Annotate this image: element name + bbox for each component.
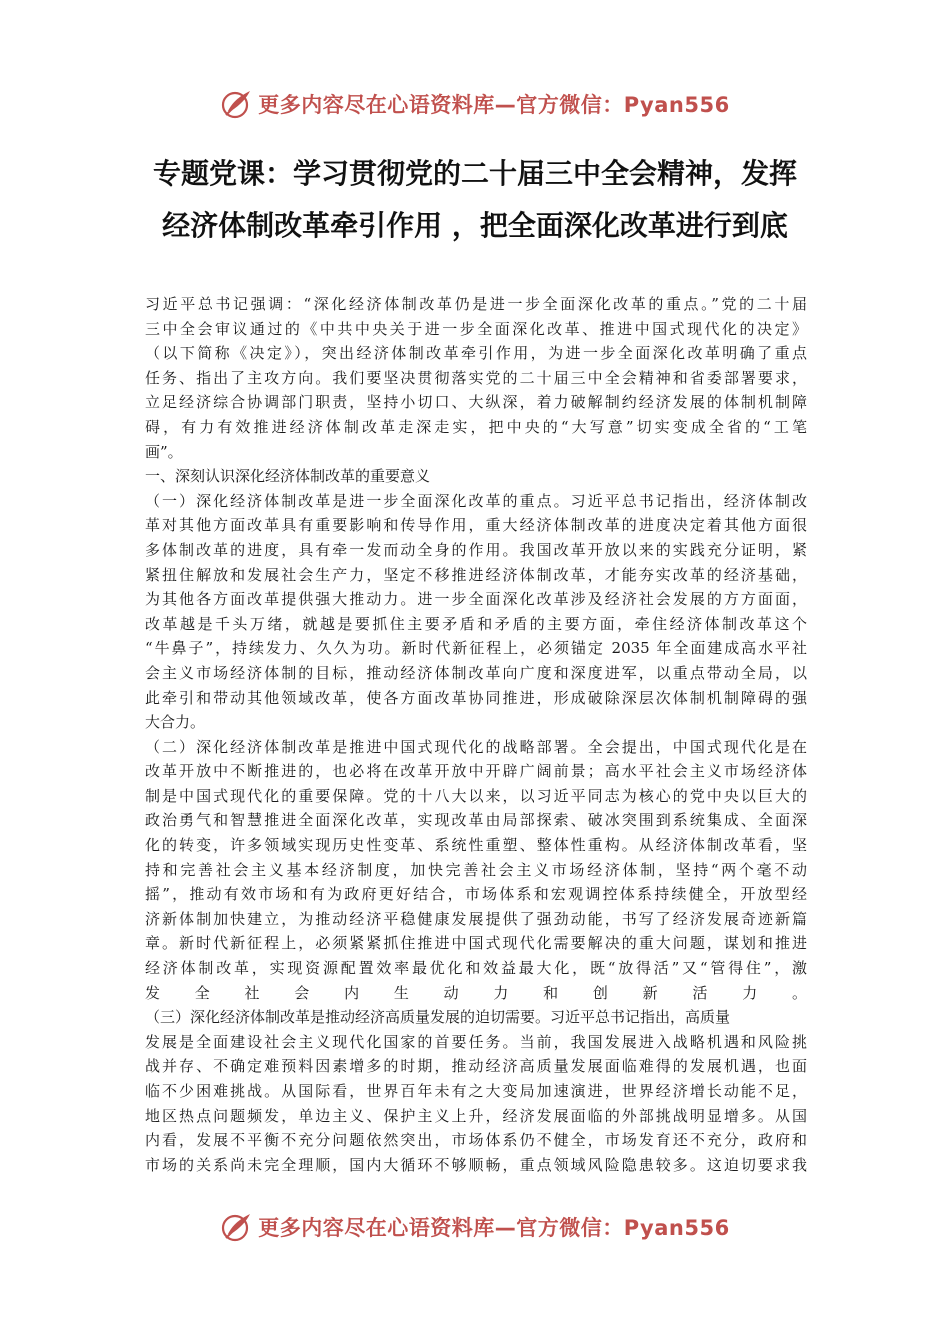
body-text-line: 章。新时代新征程上，必须紧紧抓住推进中国式现代化需要解决的重大问题，谋划和推进: [145, 934, 807, 953]
body-text-line: 市场的关系尚未完全理顺，国内大循环不够顺畅，重点领域风险隐患较多。这迫切要求我: [145, 1155, 807, 1174]
body-text-line: 改革开放中不断推进的，也必将在改革开放中开辟广阔前景；高水平社会主义市场经济体: [145, 762, 807, 781]
watermark-text: 更多内容尽在心语资料库—官方微信：Pyan556: [258, 93, 730, 117]
body-text-line: 地区热点问题频发，单边主义、保护主义上升，经济发展面临的外部挑战明显增多。从国: [145, 1106, 807, 1125]
title-line-2: 经济体制改革牵引作用 ，把全面深化改革进行到底: [162, 209, 788, 242]
body-text-line: （二）深化经济体制改革是推进中国式现代化的战略部署。全会提出，中国式现代化是在: [145, 737, 807, 756]
body-text-line: 紧扭住解放和发展社会生产力，坚定不移推进经济体制改革，才能夯实改革的经济基础，: [145, 565, 807, 584]
body-text-line: 此牵引和带动其他领域改革，使各方面改革协同推进，形成破除深层次体制机制障碍的强: [145, 688, 807, 707]
body-text-line: 碍，有力有效推进经济体制改革走深走实，把中央的“大写意”切实变成全省的“工笔: [145, 417, 807, 436]
body-text-line: 大合力。: [145, 713, 206, 732]
body-text-line: 持和完善社会主义基本经济制度，加快完善社会主义市场经济体制，坚持“两个毫不动: [145, 860, 807, 879]
document-title: [120, 148, 830, 252]
body-text-line: （一）深化经济体制改革是进一步全面深化改革的重点。习近平总书记指出，经济体制改: [145, 491, 807, 510]
body-text-line: “牛鼻子”，持续发力、久久为功。新时代新征程上，必须锚定 2035 年全面建成高水平社: [145, 639, 807, 658]
body-text-line: 内看，发展不平衡不充分问题依然突出，市场体系仍不健全，市场发育还不充分，政府和: [145, 1131, 807, 1150]
body-text-line: 会主义市场经济体制的目标，推动经济体制改革向广度和深度进军，以重点带动全局，以: [145, 663, 807, 682]
body-text-line: 制是中国式现代化的重要保障。党的十八大以来，以习近平同志为核心的党中央以巨大的: [145, 786, 807, 805]
body-text-line: 发展是全面建设社会主义现代化国家的首要任务。当前，我国发展进入战略机遇和风险挑: [145, 1032, 807, 1051]
body-text-line: 任务、指出了主攻方向。我们要坚决贯彻落实党的二十届三中全会精神和省委部署要求，: [145, 368, 807, 387]
body-text-line: 为其他各方面改革提供强大推动力。进一步全面深化改革涉及经济社会发展的方方面面，: [145, 590, 807, 609]
body-text-line: 立足经济综合协调部门职责，坚持小切口、大纵深，着力破解制约经济发展的体制机制障: [145, 393, 807, 412]
body-text-line: 发全社会内生动力和创新活力。: [145, 983, 807, 1002]
body-text-line: 多体制改革的进度，具有牵一发而动全身的作用。我国改革开放以来的实践充分证明，紧: [145, 540, 807, 559]
body-text-line: 画”。: [145, 442, 183, 461]
body-text-line: （以下简称《决定》），突出经济体制改革牵引作用，为进一步全面深化改革明确了重点: [145, 344, 807, 363]
footer-watermark-banner: [0, 1207, 950, 1247]
body-text-line: 革对其他方面改革具有重要影响和传导作用，重大经济体制改革的进度决定着其他方面很: [145, 516, 807, 535]
quill-logo-icon: [220, 87, 254, 121]
body-text-line: 摇”，推动有效市场和有为政府更好结合，市场体系和宏观调控体系持续健全，开放型经: [145, 885, 807, 904]
body-text-line: 战并存、不确定难预料因素增多的时期，推动经济高质量发展面临难得的发展机遇，也面: [145, 1057, 807, 1076]
watermark-text: 更多内容尽在心语资料库—官方微信：Pyan556: [258, 1216, 730, 1240]
body-text-line: 一、深刻认识深化经济体制改革的重要意义: [145, 467, 431, 486]
body-text-line: 化的转变，许多领域实现历史性变革、系统性重塑、整体性重构。从经济体制改革看，坚: [145, 836, 807, 855]
body-text-line: 济新体制加快建立，为推动经济平稳健康发展提供了强劲动能，书写了经济发展奇迹新篇: [145, 909, 807, 928]
body-text-line: （三）深化经济体制改革是推动经济高质量发展的迫切需要。习近平总书记指出，高质量: [145, 1008, 731, 1027]
quill-logo-icon: [220, 1210, 254, 1244]
body-text-line: 改革越是千头万绪，就越是要抓住主要矛盾和矛盾的主要方面，牵住经济体制改革这个: [145, 614, 807, 633]
header-watermark-banner: [0, 84, 950, 124]
body-text-line: 临不少困难挑战。从国际看，世界百年未有之大变局加速演进，世界经济增长动能不足，: [145, 1082, 807, 1100]
body-text-line: 经济体制改革，实现资源配置效率最优化和效益最大化，既“放得活”又“管得住”，激: [145, 959, 807, 978]
document-body: [145, 292, 807, 1177]
title-line-1: 专题党课：学习贯彻党的二十届三中全会精神，发挥: [152, 157, 797, 190]
body-text-line: 习近平总书记强调：“深化经济体制改革仍是进一步全面深化改革的重点。”党的二十届: [145, 295, 807, 313]
body-text-line: 三中全会审议通过的《中共中央关于进一步全面深化改革、推进中国式现代化的决定》: [145, 319, 807, 338]
body-text-line: 政治勇气和智慧推进全面深化改革，实现改革由局部探索、破冰突围到系统集成、全面深: [145, 811, 807, 830]
